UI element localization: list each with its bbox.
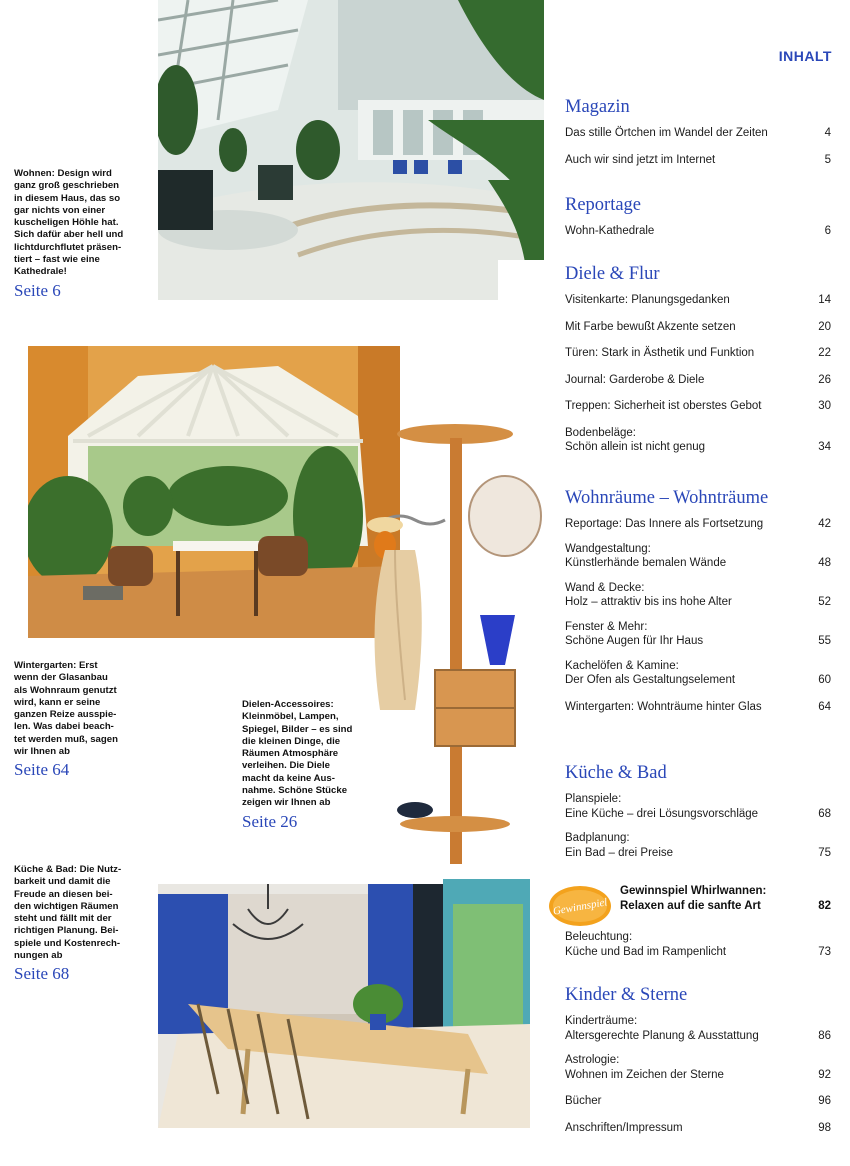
toc-entry[interactable] — [565, 792, 831, 821]
toc-section-kueche-bad-cont — [565, 930, 831, 959]
photo-garderobe — [355, 420, 545, 870]
toc-entry-text: Kinderträume: Altersgerechte Planung & Ausstattung — [565, 1015, 759, 1042]
toc-entry-page: 73 — [818, 945, 831, 958]
toc-entry[interactable] — [565, 426, 831, 455]
toc-entry[interactable] — [565, 517, 831, 532]
toc-section-reportage — [565, 194, 831, 239]
toc-entry-page: 5 — [824, 153, 831, 166]
toc-entry-page: 82 — [818, 899, 831, 912]
photo-kueche — [158, 864, 530, 1128]
toc-entry-text: Kachelöfen & Kamine: Der Ofen als Gestaltungselement — [565, 659, 736, 686]
toc-entry-gewinnspiel[interactable] — [620, 884, 831, 913]
toc-entry-page: 26 — [818, 373, 831, 386]
toc-entry-page: 55 — [818, 635, 831, 647]
photo-wohn-kathedrale — [158, 0, 544, 300]
toc-entry-text: Visitenkarte: Planungsgedanken — [565, 294, 730, 306]
toc-entry-page: 42 — [818, 518, 831, 530]
caption-dielen-text: Dielen-Accessoires: Kleinmöbel, Lampen, Spiegel, Bilder – es sind die kleinen Dinge, die Räumen Atmosphäre verleihen. Die Diele macht da keine Aus- nahme. Schöne Stücke zeigen wir Ihnen ab — [242, 699, 353, 809]
toc-entry[interactable] — [565, 930, 831, 959]
toc-section-title: Wohnräume – Wohnträume — [565, 488, 769, 508]
toc-entry[interactable] — [565, 700, 831, 715]
toc-entry-page: 34 — [818, 441, 831, 453]
toc-entry-page: 64 — [818, 700, 831, 713]
toc-entry[interactable] — [565, 1121, 831, 1136]
toc-entry-text: Wintergarten: Wohnträume hinter Glas — [565, 700, 762, 713]
toc-entry-text: Badplanung: Ein Bad – drei Preise — [565, 832, 674, 859]
toc-entry-page: 98 — [818, 1121, 831, 1134]
toc-entry-text: Wand & Decke: Holz – attraktiv bis ins hohe Alter — [565, 581, 732, 608]
toc-entry[interactable] — [565, 1014, 831, 1043]
toc-entry-text: Fenster & Mehr: Schöne Augen für Ihr Haus — [565, 620, 704, 647]
toc-entry-text: Treppen: Sicherheit ist oberstes Gebot — [565, 400, 762, 412]
caption-kueche — [14, 864, 154, 984]
toc-entry[interactable] — [565, 581, 831, 610]
toc-entry[interactable] — [565, 153, 831, 168]
toc-section-kinder-sterne — [565, 984, 831, 1135]
toc-entry-page: 60 — [818, 674, 831, 686]
toc-entry-text: Bücher — [565, 1095, 602, 1107]
toc-entry-page: 48 — [818, 557, 831, 569]
toc-section-title: Küche & Bad — [565, 763, 667, 783]
caption-kueche-ref[interactable]: Seite 68 — [14, 964, 70, 984]
toc-entry-page: 96 — [818, 1095, 831, 1107]
toc-entry-page: 75 — [818, 846, 831, 859]
caption-wohnen-text: Wohnen: Design wird ganz groß geschrieben in diesem Haus, das so gar nichts von einer kuscheligen Höhle hat. Sich dafür aber hell und lichtdurchflutet präsen- tiert – fast wie eine Kathedrale! — [14, 168, 124, 278]
caption-wintergarten-text: Wintergarten: Erst wenn der Glasanbau als Wohnraum genutzt wird, kann er seine ganzen Reize ausspie- len. Was dabei beach- tet werden muß, sagen wir Ihnen ab — [14, 660, 118, 758]
caption-wohnen-ref[interactable]: Seite 6 — [14, 280, 61, 300]
toc-entry[interactable] — [565, 620, 831, 649]
toc-entry-page: 86 — [818, 1029, 831, 1042]
toc-entry-page: 92 — [818, 1068, 831, 1081]
toc-section-wohnraeume — [565, 487, 831, 714]
toc-entry-text: Bodenbeläge: Schön allein ist nicht genug — [565, 426, 706, 453]
toc-section-diele-flur — [565, 263, 831, 455]
toc-section-title: Reportage — [565, 195, 642, 215]
toc-entry[interactable] — [565, 542, 831, 571]
toc-entry[interactable] — [565, 224, 831, 239]
toc-entry-text: Gewinnspiel Whirlwannen: Relaxen auf die sanfte Art — [620, 885, 767, 912]
caption-dielen — [242, 699, 372, 832]
toc-entry-page: 22 — [818, 347, 831, 359]
toc-entry[interactable] — [565, 1094, 831, 1109]
gewinnspiel-badge[interactable] — [547, 883, 613, 929]
toc-section-title: Diele & Flur — [565, 264, 660, 284]
caption-wintergarten — [14, 660, 154, 780]
toc-entry[interactable] — [565, 126, 831, 141]
toc-entry-text: Planspiele: Eine Küche – drei Lösungsvorschläge — [565, 793, 759, 820]
inhalt-heading: INHALT — [778, 48, 832, 64]
toc-entry-page: 14 — [818, 294, 831, 306]
toc-entry-text: Das stille Örtchen im Wandel der Zeiten — [565, 127, 768, 139]
toc-entry[interactable] — [565, 659, 831, 688]
photo-wintergarten — [28, 346, 400, 638]
toc-entry-text: Anschriften/Impressum — [565, 1121, 683, 1134]
toc-section-title: Kinder & Sterne — [565, 985, 688, 1005]
toc-entry-text: Beleuchtung: Küche und Bad im Rampenlicht — [565, 931, 727, 958]
toc-entry[interactable] — [565, 346, 831, 361]
toc-entry[interactable] — [565, 399, 831, 414]
toc-entry-text: Mit Farbe bewußt Akzente setzen — [565, 320, 736, 333]
toc-entry[interactable] — [565, 831, 831, 860]
toc-entry[interactable] — [565, 373, 831, 388]
toc-entry-text: Reportage: Das Innere als Fortsetzung — [565, 518, 764, 530]
toc-entry-page: 6 — [824, 225, 831, 237]
toc-entry-text: Wandgestaltung: Künstlerhände bemalen Wände — [565, 542, 727, 569]
toc-entry-page: 52 — [818, 596, 831, 608]
caption-wintergarten-ref[interactable]: Seite 64 — [14, 760, 70, 780]
caption-wohnen — [14, 168, 154, 301]
toc-entry[interactable] — [565, 1053, 831, 1082]
toc-entry-text: Astrologie: Wohnen im Zeichen der Sterne — [565, 1054, 724, 1081]
toc-entry-page: 68 — [818, 807, 831, 820]
toc-entry-page: 4 — [824, 127, 831, 139]
toc-entry-page: 20 — [818, 320, 831, 333]
gewinnspiel-badge-text: Gewinnspiel — [552, 896, 609, 918]
toc-entry[interactable] — [565, 320, 831, 335]
toc-section-magazin — [565, 96, 831, 167]
caption-dielen-ref[interactable]: Seite 26 — [242, 811, 298, 831]
toc-section-kueche-bad — [565, 762, 831, 860]
caption-kueche-text: Küche & Bad: Die Nutz- barkeit und damit die Freude an diesen bei- den wichtigen Räumen steht und fällt mit der richtigen Planung. Bei- spiele und Kostenrech- nungen ab — [14, 864, 122, 962]
toc-entry[interactable] — [565, 293, 831, 308]
toc-entry-text: Wohn-Kathedrale — [565, 225, 655, 237]
toc-entry-text: Auch wir sind jetzt im Internet — [565, 153, 716, 166]
toc-entry-page: 30 — [818, 400, 831, 412]
toc-entry-text: Journal: Garderobe & Diele — [565, 373, 705, 386]
toc-entry-text: Türen: Stark in Ästhetik und Funktion — [565, 347, 755, 359]
toc-section-title: Magazin — [565, 97, 630, 117]
